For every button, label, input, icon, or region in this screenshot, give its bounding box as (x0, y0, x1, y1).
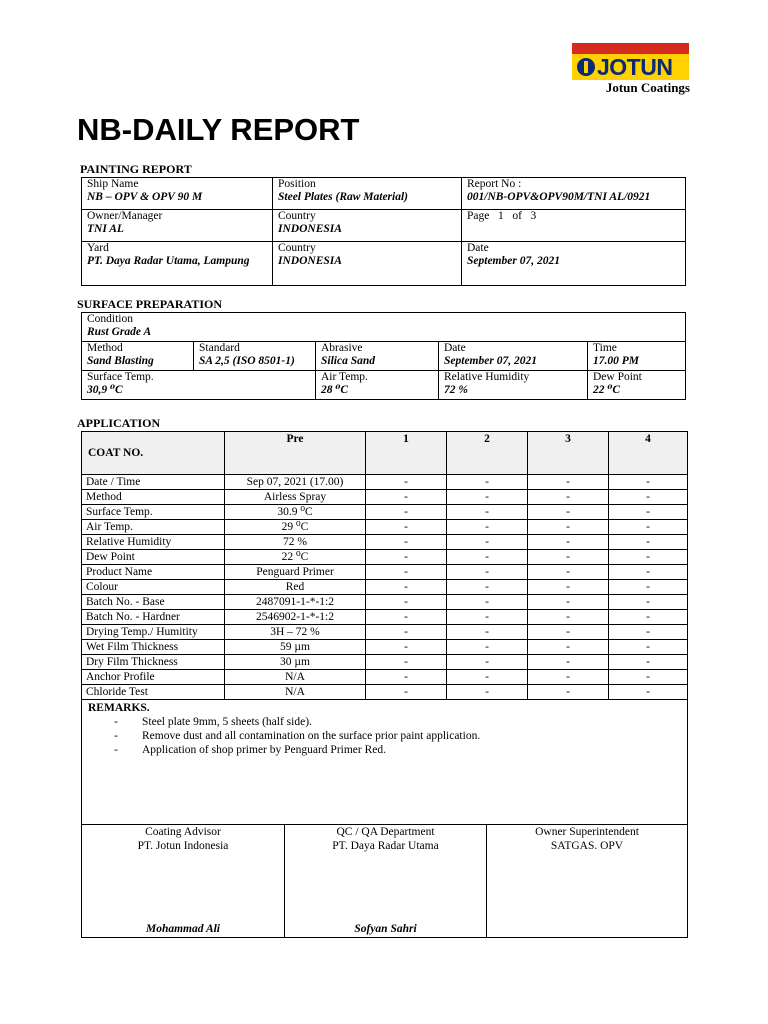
cell-coat-1: - (366, 640, 447, 655)
surface-date-cell (439, 342, 588, 371)
row-label: Drying Temp./ Humitity (82, 625, 225, 640)
table-row (82, 625, 688, 640)
signature-owner-superintendent (487, 825, 688, 938)
ship-name-value: NB – OPV & OPV 90 M (87, 191, 203, 203)
date-label: Date (467, 242, 489, 254)
cell-coat-3: - (528, 520, 609, 535)
cell-coat-1: - (366, 565, 447, 580)
cell-pre: 59 µm (225, 640, 366, 655)
table-row (82, 520, 688, 535)
cell-coat-3: - (528, 490, 609, 505)
remarks-list (114, 715, 681, 757)
cell-pre: Penguard Primer (225, 565, 366, 580)
cell-coat-4: - (609, 640, 688, 655)
air-temp-label: Air Temp. (321, 371, 368, 383)
signature-org: SATGAS. OPV (550, 840, 624, 852)
cell-pre: 22 ⁰C (225, 550, 366, 565)
coat-header-pre: Pre (225, 432, 366, 475)
row-label: Batch No. - Hardner (82, 610, 225, 625)
cell-coat-1: - (366, 685, 447, 700)
dew-point-cell (588, 371, 686, 400)
cell-coat-3: - (528, 610, 609, 625)
report-no-cell (462, 178, 686, 210)
row-label: Colour (82, 580, 225, 595)
remarks-title: REMARKS. (88, 702, 150, 714)
date-value: September 07, 2021 (467, 255, 560, 267)
abrasive-value: Silica Sand (321, 355, 376, 367)
signature-name: Sofyan Sahri (354, 923, 417, 935)
country-label: Country (278, 210, 316, 222)
cell-coat-2: - (447, 520, 528, 535)
coat-header-1: 1 (366, 432, 447, 475)
table-row (82, 550, 688, 565)
cell-pre: N/A (225, 685, 366, 700)
logo-wordmark: JOTUN (597, 54, 673, 80)
signature-coating-advisor (82, 825, 285, 938)
cell-coat-4: - (609, 625, 688, 640)
cell-coat-1: - (366, 535, 447, 550)
cell-coat-4: - (609, 595, 688, 610)
remark-item: - Remove dust and all contamination on the surface prior paint application. (114, 729, 681, 743)
cell-pre: Red (225, 580, 366, 595)
table-row (82, 685, 688, 700)
cell-coat-1: - (366, 595, 447, 610)
row-label: Date / Time (82, 475, 225, 490)
cell-coat-2: - (447, 655, 528, 670)
condition-value: Rust Grade A (87, 326, 152, 338)
cell-pre: Sep 07, 2021 (17.00) (225, 475, 366, 490)
table-row (82, 595, 688, 610)
cell-coat-2: - (447, 535, 528, 550)
cell-coat-4: - (609, 685, 688, 700)
row-label: Anchor Profile (82, 670, 225, 685)
table-row (82, 670, 688, 685)
cell-pre: Airless Spray (225, 490, 366, 505)
standard-label: Standard (199, 342, 240, 354)
cell-pre: 30.9 ⁰C (225, 505, 366, 520)
cell-coat-2: - (447, 670, 528, 685)
time-cell (588, 342, 686, 371)
cell-coat-4: - (609, 670, 688, 685)
cell-coat-2: - (447, 505, 528, 520)
application-table (81, 431, 688, 825)
cell-coat-2: - (447, 475, 528, 490)
rh-label: Relative Humidity (444, 371, 530, 383)
owner-value: TNI AL (87, 223, 124, 235)
cell-pre: 29 ⁰C (225, 520, 366, 535)
painting-report-table (81, 177, 686, 286)
cell-coat-4: - (609, 535, 688, 550)
date-cell (462, 242, 686, 286)
signature-role: Coating Advisor (145, 826, 221, 838)
page-cell (462, 210, 686, 242)
cell-coat-1: - (366, 655, 447, 670)
country2-cell (273, 242, 462, 286)
cell-coat-1: - (366, 490, 447, 505)
cell-coat-2: - (447, 565, 528, 580)
table-row (82, 580, 688, 595)
cell-coat-1: - (366, 580, 447, 595)
ship-name-label: Ship Name (87, 178, 139, 190)
report-no-label: Report No : (467, 178, 522, 190)
condition-cell (82, 313, 686, 342)
cell-coat-2: - (447, 550, 528, 565)
table-row (82, 505, 688, 520)
row-label: Dew Point (82, 550, 225, 565)
surface-temp-cell (82, 371, 316, 400)
cell-coat-3: - (528, 535, 609, 550)
position-cell (273, 178, 462, 210)
application-section-title: APPLICATION (77, 416, 161, 430)
report-no-value: 001/NB-OPV&OPV90M/TNI AL/0921 (467, 191, 651, 203)
yard-label: Yard (87, 242, 109, 254)
table-row (82, 490, 688, 505)
rh-cell (439, 371, 588, 400)
cell-coat-1: - (366, 610, 447, 625)
surface-date-value: September 07, 2021 (444, 355, 537, 367)
cell-coat-2: - (447, 685, 528, 700)
owner-cell (82, 210, 273, 242)
yard-value: PT. Daya Radar Utama, Lampung (87, 255, 250, 267)
rh-value: 72 % (444, 384, 468, 396)
cell-coat-3: - (528, 625, 609, 640)
owner-label: Owner/Manager (87, 210, 163, 222)
remark-item: - Steel plate 9mm, 5 sheets (half side). (114, 715, 681, 729)
position-label: Position (278, 178, 316, 190)
surface-temp-label: Surface Temp. (87, 371, 154, 383)
row-label: Batch No. - Base (82, 595, 225, 610)
row-label: Method (82, 490, 225, 505)
yard-cell (82, 242, 273, 286)
signature-table (81, 824, 688, 938)
time-value: 17.00 PM (593, 355, 639, 367)
method-cell (82, 342, 194, 371)
table-row (82, 640, 688, 655)
cell-coat-3: - (528, 580, 609, 595)
cell-coat-4: - (609, 565, 688, 580)
method-label: Method (87, 342, 123, 354)
dew-point-value: 22 ⁰C (593, 384, 621, 396)
ship-name-cell (82, 178, 273, 210)
country2-label: Country (278, 242, 316, 254)
cell-coat-2: - (447, 490, 528, 505)
cell-pre: 30 µm (225, 655, 366, 670)
coat-header-3: 3 (528, 432, 609, 475)
surface-preparation-table (81, 312, 686, 400)
table-row (82, 610, 688, 625)
cell-coat-4: - (609, 520, 688, 535)
abrasive-cell (316, 342, 439, 371)
table-row (82, 475, 688, 490)
surface-temp-value: 30,9 ⁰C (87, 384, 123, 396)
table-row (82, 565, 688, 580)
cell-coat-4: - (609, 580, 688, 595)
signature-qc-qa (285, 825, 487, 938)
cell-coat-2: - (447, 640, 528, 655)
row-label: Chloride Test (82, 685, 225, 700)
cell-coat-4: - (609, 490, 688, 505)
signature-role: Owner Superintendent (535, 826, 639, 838)
cell-coat-4: - (609, 655, 688, 670)
time-label: Time (593, 342, 617, 354)
air-temp-cell (316, 371, 439, 400)
cell-coat-1: - (366, 670, 447, 685)
table-row (82, 655, 688, 670)
logo-emblem-icon (577, 58, 595, 76)
signature-role: QC / QA Department (336, 826, 435, 838)
signature-org: PT. Daya Radar Utama (332, 840, 439, 852)
row-label: Wet Film Thickness (82, 640, 225, 655)
cell-coat-4: - (609, 505, 688, 520)
coat-header-4: 4 (609, 432, 688, 475)
abrasive-label: Abrasive (321, 342, 363, 354)
cell-coat-1: - (366, 505, 447, 520)
cell-coat-3: - (528, 670, 609, 685)
company-name: Jotun Coatings (605, 80, 690, 95)
jotun-logo (572, 43, 689, 80)
cell-pre: 3H – 72 % (225, 625, 366, 640)
row-label: Surface Temp. (82, 505, 225, 520)
surface-section-title: SURFACE PREPARATION (77, 297, 223, 311)
cell-pre: 2487091-1-*-1:2 (225, 595, 366, 610)
cell-coat-3: - (528, 550, 609, 565)
cell-coat-1: - (366, 475, 447, 490)
logo-red-band (572, 43, 689, 54)
row-label: Dry Film Thickness (82, 655, 225, 670)
cell-coat-4: - (609, 610, 688, 625)
cell-coat-2: - (447, 595, 528, 610)
cell-coat-2: - (447, 580, 528, 595)
cell-coat-3: - (528, 595, 609, 610)
cell-coat-3: - (528, 655, 609, 670)
cell-coat-3: - (528, 505, 609, 520)
standard-value: SA 2,5 (ISO 8501-1) (199, 355, 295, 367)
coat-header-2: 2 (447, 432, 528, 475)
page-indicator: Page 1 of 3 (467, 210, 537, 222)
cell-coat-1: - (366, 550, 447, 565)
cell-coat-1: - (366, 625, 447, 640)
country-value: INDONESIA (278, 223, 342, 235)
air-temp-value: 28 ⁰C (321, 384, 349, 396)
cell-coat-4: - (609, 550, 688, 565)
remarks-cell (82, 700, 688, 825)
remark-item: - Application of shop primer by Penguard Primer Red. (114, 743, 681, 757)
method-value: Sand Blasting (87, 355, 154, 367)
signature-name: Mohammad Ali (145, 923, 221, 935)
cell-coat-3: - (528, 685, 609, 700)
cell-pre: 2546902-1-*-1:2 (225, 610, 366, 625)
country2-value: INDONESIA (278, 255, 342, 267)
row-label: Product Name (82, 565, 225, 580)
cell-coat-3: - (528, 565, 609, 580)
cell-coat-2: - (447, 610, 528, 625)
cell-coat-1: - (366, 520, 447, 535)
row-label: Air Temp. (82, 520, 225, 535)
cell-coat-3: - (528, 475, 609, 490)
table-row (82, 535, 688, 550)
condition-label: Condition (87, 313, 134, 325)
signature-org: PT. Jotun Indonesia (137, 840, 229, 852)
standard-cell (194, 342, 316, 371)
cell-pre: N/A (225, 670, 366, 685)
coat-no-header: COAT NO. (82, 432, 225, 475)
dew-point-label: Dew Point (593, 371, 642, 383)
cell-coat-2: - (447, 625, 528, 640)
position-value: Steel Plates (Raw Material) (278, 191, 409, 203)
surface-date-label: Date (444, 342, 466, 354)
cell-coat-4: - (609, 475, 688, 490)
cell-pre: 72 % (225, 535, 366, 550)
cell-coat-3: - (528, 640, 609, 655)
painting-section-title: PAINTING REPORT (80, 162, 192, 176)
row-label: Relative Humidity (82, 535, 225, 550)
page-title: NB-DAILY REPORT (77, 112, 360, 147)
country-cell (273, 210, 462, 242)
